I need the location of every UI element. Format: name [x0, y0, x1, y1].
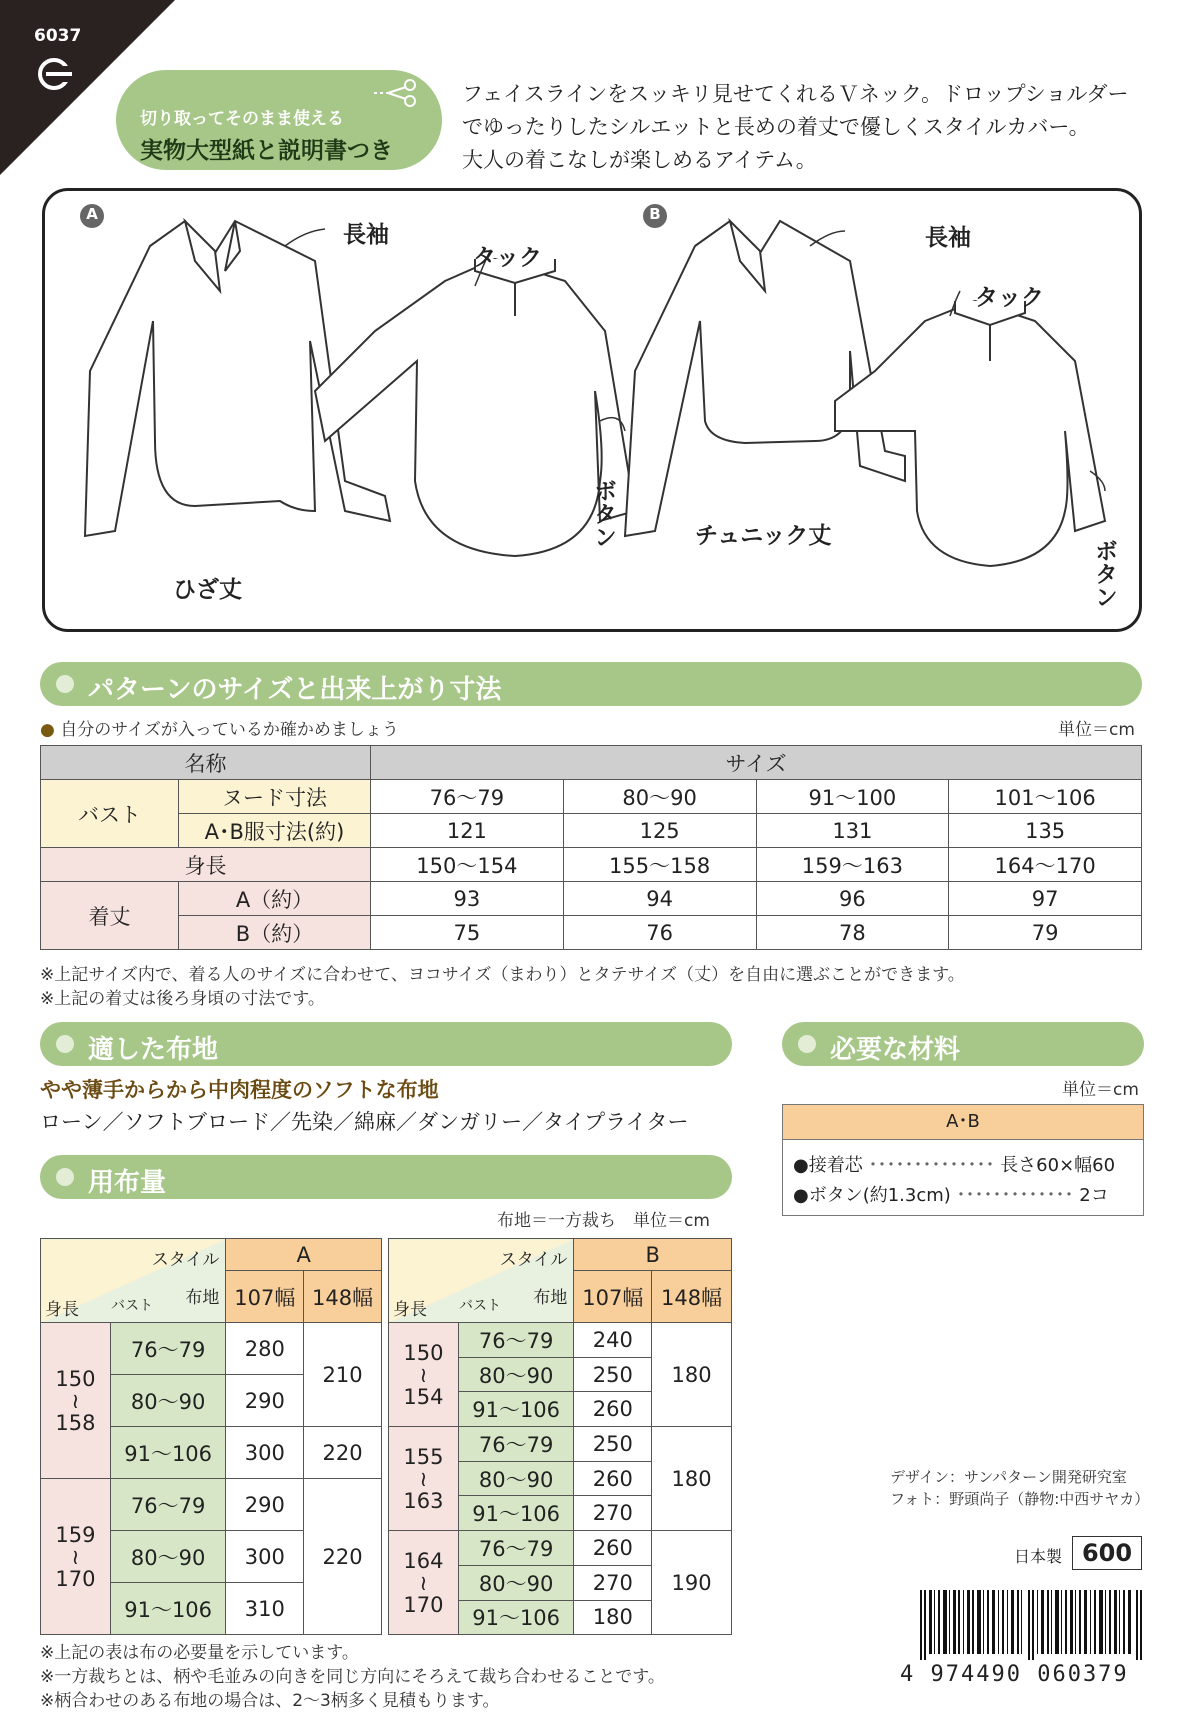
yardage-note: 布地＝一方裁ち 単位＝cm [497, 1211, 710, 1231]
table-cell: 97 [949, 882, 1142, 916]
badge-subtitle: 切り取ってそのまま使える [140, 109, 344, 129]
bust-cell: 80〜90 [110, 1531, 226, 1583]
amount-107: 290 [226, 1479, 304, 1531]
size-footnote: ※上記サイズ内で、着る人のサイズに合わせて、ヨコサイズ（まわり）とタテサイズ（丈）を自由に選ぶことができます。 [40, 965, 965, 985]
table-cell: 164〜170 [949, 848, 1142, 882]
table-cell: 131 [756, 814, 949, 848]
made-in-japan: 日本製 [1014, 1547, 1063, 1566]
size-note [40, 715, 399, 740]
amount-107: 270 [574, 1496, 652, 1531]
amount-107: 280 [226, 1323, 304, 1375]
bust-cell: 91〜106 [458, 1392, 574, 1427]
amount-148: 220 [304, 1427, 382, 1479]
table-cell: 150〜154 [371, 848, 564, 882]
style-label: スタイル [151, 1250, 220, 1270]
garment-drawings [45, 191, 1145, 635]
yardage-footnote: ※柄合わせのある布地の場合は、2〜3柄多く見積もります。 [40, 1691, 500, 1711]
material-name: ●ボタン(約1.3cm) [793, 1185, 951, 1206]
table-cell: 135 [949, 814, 1142, 848]
brand-logo-icon [36, 56, 72, 92]
section-dot-icon [56, 675, 74, 693]
style-b-header: B [574, 1239, 732, 1271]
label-tuck-a: タック [473, 245, 542, 271]
barcode-icon [920, 1590, 1144, 1660]
yardage-section-title: 用布量 [88, 1168, 167, 1198]
height-group: 155 ≀ 163 [389, 1427, 459, 1531]
barcode-number: 4 974490 060379 [900, 1662, 1129, 1687]
label-knee-length: ひざ丈 [173, 577, 242, 603]
height-from: 164 [403, 1548, 444, 1573]
section-dot-icon [56, 1168, 74, 1186]
materials-section-header [782, 1022, 1144, 1066]
width-107-header: 107幅 [574, 1271, 652, 1323]
bust-label: バスト [111, 1298, 153, 1314]
table-row [41, 1239, 382, 1271]
size-footnote: ※上記の着丈は後ろ身頃の寸法です。 [40, 989, 325, 1009]
table-cell: 91〜100 [756, 780, 949, 814]
material-value: 2コ [1079, 1185, 1109, 1206]
amount-148: 180 [652, 1427, 732, 1531]
bust-cell: 80〜90 [110, 1375, 226, 1427]
pattern-number: 6037 [34, 26, 82, 46]
amount-107: 270 [574, 1565, 652, 1600]
height-group: 164 ≀ 170 [389, 1531, 459, 1635]
intro-text [462, 78, 1152, 177]
bust-cell: 91〜106 [110, 1583, 226, 1635]
materials-header: A･B [783, 1105, 1143, 1140]
bust-cell: 80〜90 [458, 1461, 574, 1496]
table-row [41, 1323, 382, 1375]
material-row [793, 1181, 1109, 1207]
height-from: 155 [403, 1444, 444, 1469]
height-from: 159 [55, 1522, 96, 1547]
table-row [41, 882, 1142, 916]
bust-cell: 91〜106 [110, 1427, 226, 1479]
width-148-header: 148幅 [652, 1271, 732, 1323]
table-row [41, 1479, 382, 1531]
height-to: 154 [403, 1384, 444, 1409]
table-cell: 125 [563, 814, 756, 848]
amount-107: 260 [574, 1392, 652, 1427]
width-107-header: 107幅 [226, 1271, 304, 1323]
material-row [793, 1151, 1115, 1177]
table-row [389, 1239, 732, 1271]
amount-107: 260 [574, 1531, 652, 1566]
materials-section-title: 必要な材料 [830, 1035, 961, 1065]
leader-dots: ･･････････････ [868, 1155, 995, 1176]
header-size: サイズ [371, 746, 1142, 780]
fabric-headline: やや薄手からから中肉程度のソフトな布地 [40, 1078, 439, 1102]
table-cell: 159〜163 [756, 848, 949, 882]
bullet-icon: ● [40, 720, 55, 740]
yardage-section-header [40, 1155, 732, 1199]
fabric-label: 布地 [533, 1288, 568, 1308]
bust-cell: 76〜79 [458, 1531, 574, 1566]
amount-148: 210 [304, 1323, 382, 1427]
height-group: 150 ≀ 158 [41, 1323, 111, 1479]
table-cell: 78 [756, 916, 949, 950]
amount-107: 300 [226, 1531, 304, 1583]
height-from: 150 [403, 1340, 444, 1365]
size-unit: 単位＝cm [1058, 720, 1135, 740]
bust-cell: 80〜90 [458, 1565, 574, 1600]
bust-cell: 76〜79 [110, 1323, 226, 1375]
amount-107: 260 [574, 1461, 652, 1496]
height-from: 150 [55, 1366, 96, 1391]
label-height: 身長 [41, 848, 371, 882]
style-a-badge: A [86, 205, 98, 223]
credit-design: デザイン：サンパターン開発研究室 [890, 1468, 1127, 1486]
intro-line: 大人の着こなしが楽しめるアイテム。 [462, 148, 817, 172]
height-group: 159 ≀ 170 [41, 1479, 111, 1635]
width-148-header: 148幅 [304, 1271, 382, 1323]
height-to: 170 [55, 1566, 96, 1591]
bust-cell: 80〜90 [458, 1357, 574, 1392]
height-to: 158 [55, 1410, 96, 1435]
fabric-section-title: 適した布地 [88, 1035, 219, 1065]
yardage-table-b [388, 1238, 732, 1635]
credit-photo: フォト：野頭尚子（静物:中西サヤカ） [890, 1490, 1150, 1508]
bust-cell: 76〜79 [110, 1479, 226, 1531]
table-cell: 76〜79 [371, 780, 564, 814]
label-tunic-length: チュニック丈 [695, 523, 832, 549]
bust-cell: 91〜106 [458, 1496, 574, 1531]
label-button-a: ボタン [590, 479, 616, 548]
amount-107: 180 [574, 1600, 652, 1635]
table-cell: 79 [949, 916, 1142, 950]
amount-148: 180 [652, 1323, 732, 1427]
size-table [40, 745, 1142, 950]
diagonal-header [41, 1239, 226, 1323]
label-tuck-b: タック [975, 285, 1044, 311]
table-row [41, 746, 1142, 780]
amount-107: 250 [574, 1357, 652, 1392]
leader-dots: ･････････････ [956, 1185, 1074, 1206]
table-cell: 155〜158 [563, 848, 756, 882]
table-cell: 76 [563, 916, 756, 950]
intro-line: フェイスラインをスッキリ見せてくれるＶネック。ドロップショルダー [462, 82, 1129, 106]
height-label: 身長 [45, 1300, 79, 1320]
amount-107: 290 [226, 1375, 304, 1427]
style-a-header: A [226, 1239, 382, 1271]
fabric-label: 布地 [185, 1288, 220, 1308]
label-length: 着丈 [41, 882, 179, 950]
label-len-b: B（約） [179, 916, 371, 950]
amount-107: 310 [226, 1583, 304, 1635]
garment-illustration-panel [42, 188, 1142, 632]
height-label: 身長 [393, 1300, 427, 1320]
height-to: 170 [403, 1592, 444, 1617]
label-nude: ヌード寸法 [179, 780, 371, 814]
price-box: 600 [1072, 1536, 1142, 1570]
table-cell: 94 [563, 882, 756, 916]
size-section-header [40, 662, 1142, 706]
table-row [41, 780, 1142, 814]
yardage-footnote: ※一方裁ちとは、柄や毛並みの向きを同じ方向にそろえて裁ち合わせることです。 [40, 1667, 665, 1687]
header-name: 名称 [41, 746, 371, 780]
label-bust: バスト [41, 780, 179, 848]
table-row [41, 848, 1142, 882]
amount-107: 300 [226, 1427, 304, 1479]
bust-cell: 76〜79 [458, 1427, 574, 1462]
amount-107: 250 [574, 1427, 652, 1462]
table-row [389, 1323, 732, 1358]
table-cell: 75 [371, 916, 564, 950]
fabric-section-header [40, 1022, 732, 1066]
fabric-list: ローン／ソフトブロード／先染／綿麻／ダンガリー／タイプライター [40, 1110, 689, 1134]
yardage-table-a [40, 1238, 382, 1635]
table-cell: 121 [371, 814, 564, 848]
height-to: 163 [403, 1488, 444, 1513]
label-long-sleeve-a: 長袖 [343, 222, 389, 248]
table-row [41, 916, 1142, 950]
scissors-icon [372, 78, 418, 108]
table-row [41, 814, 1142, 848]
intro-line: でゆったりしたシルエットと長めの着丈で優しくスタイルカバー。 [462, 115, 1090, 139]
table-row [389, 1427, 732, 1462]
yardage-footnote: ※上記の表は布の必要量を示しています。 [40, 1643, 359, 1663]
front-view-b [625, 221, 905, 536]
label-len-a: A（約） [179, 882, 371, 916]
label-button-b: ボタン [1091, 539, 1117, 608]
badge-title: 実物大型紙と説明書つき [140, 138, 393, 164]
table-cell: 96 [756, 882, 949, 916]
table-row [389, 1531, 732, 1566]
table-cell: 80〜90 [563, 780, 756, 814]
materials-box [782, 1104, 1144, 1216]
diagonal-header [389, 1239, 574, 1323]
section-dot-icon [798, 1035, 816, 1053]
label-long-sleeve-b: 長袖 [925, 225, 971, 251]
size-section-title: パターンのサイズと出来上がり寸法 [88, 675, 502, 705]
bust-cell: 91〜106 [458, 1600, 574, 1635]
bust-cell: 76〜79 [458, 1323, 574, 1358]
material-value: 長さ60×幅60 [1000, 1155, 1116, 1176]
height-group: 150 ≀ 154 [389, 1323, 459, 1427]
amount-148: 220 [304, 1479, 382, 1635]
style-label: スタイル [499, 1250, 568, 1270]
label-garment: A･B服寸法(約) [179, 814, 371, 848]
style-b-badge: B [649, 205, 661, 223]
section-dot-icon [56, 1035, 74, 1053]
amount-107: 240 [574, 1323, 652, 1358]
table-cell: 101〜106 [949, 780, 1142, 814]
materials-unit: 単位＝cm [1062, 1080, 1139, 1100]
material-name: ●接着芯 [793, 1155, 863, 1176]
amount-148: 190 [652, 1531, 732, 1635]
size-note-text: 自分のサイズが入っているか確かめましょう [60, 720, 399, 740]
table-cell: 93 [371, 882, 564, 916]
bust-label: バスト [459, 1298, 501, 1314]
